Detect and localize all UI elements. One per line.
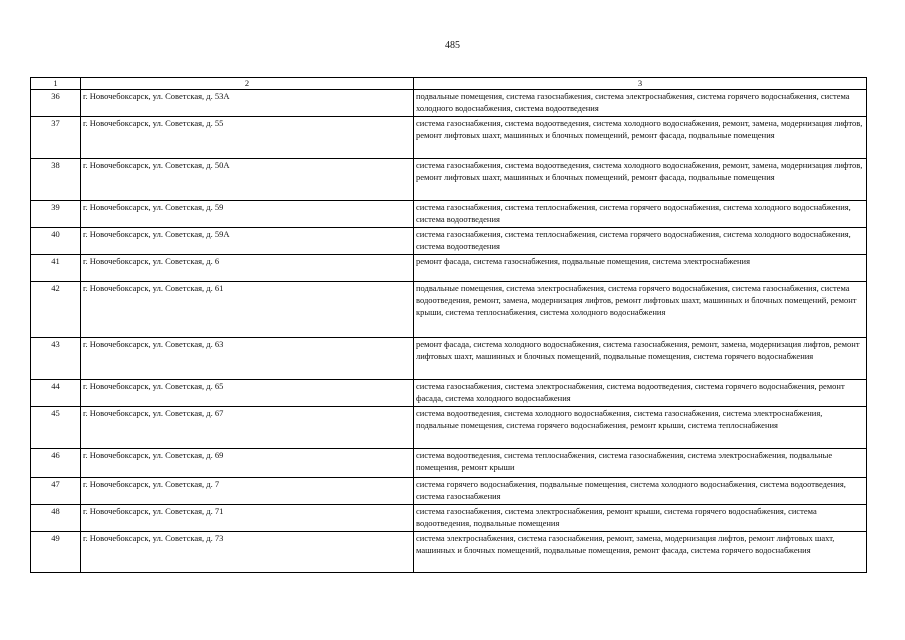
address-cell: г. Новочебоксарск, ул. Советская, д. 7 (81, 478, 414, 505)
works-cell: подвальные помещения, система газоснабжения, система электроснабжения, система горячего водоснабжения, система холодного водоснабжения, система водоотведения (414, 90, 867, 117)
works-cell: ремонт фасада, система газоснабжения, подвальные помещения, система электроснабжения (414, 255, 867, 282)
row-number-cell: 44 (31, 380, 81, 407)
column-header-3: 3 (414, 78, 867, 90)
row-number-cell: 47 (31, 478, 81, 505)
works-cell: система горячего водоснабжения, подвальные помещения, система холодного водоснабжения, система водоотведения, система газоснабжения (414, 478, 867, 505)
address-cell: г. Новочебоксарск, ул. Советская, д. 53А (81, 90, 414, 117)
table-row (31, 449, 867, 478)
address-cell: г. Новочебоксарск, ул. Советская, д. 61 (81, 282, 414, 338)
works-cell: подвальные помещения, система электроснабжения, система горячего водоснабжения, система газоснабжения, система водоотведения, ремонт, замена, модернизация лифтов, ремонт лифтовых шахт, машинных и блочных помещений, ремонт крыши, система теплоснабжения, система холодного водоснабжения (414, 282, 867, 338)
address-cell: г. Новочебоксарск, ул. Советская, д. 59 (81, 201, 414, 228)
table-row (31, 255, 867, 282)
address-cell: г. Новочебоксарск, ул. Советская, д. 6 (81, 255, 414, 282)
table-row (31, 478, 867, 505)
address-cell: г. Новочебоксарск, ул. Советская, д. 50А (81, 159, 414, 201)
address-cell: г. Новочебоксарск, ул. Советская, д. 73 (81, 532, 414, 573)
row-number-cell: 42 (31, 282, 81, 338)
address-cell: г. Новочебоксарск, ул. Советская, д. 65 (81, 380, 414, 407)
row-number-cell: 46 (31, 449, 81, 478)
table-row (31, 532, 867, 573)
works-cell: система водоотведения, система теплоснабжения, система газоснабжения, система электроснабжения, подвальные помещения, ремонт крыши (414, 449, 867, 478)
table-row (31, 159, 867, 201)
page-number: 485 (445, 40, 460, 51)
address-cell: г. Новочебоксарск, ул. Советская, д. 67 (81, 407, 414, 449)
table-row (31, 338, 867, 380)
table-row (31, 117, 867, 159)
works-cell: система газоснабжения, система теплоснабжения, система горячего водоснабжения, система холодного водоснабжения, система водоотведения (414, 228, 867, 255)
table-row (31, 407, 867, 449)
column-header-1: 1 (31, 78, 81, 90)
table-header-row (31, 78, 867, 90)
column-header-2: 2 (81, 78, 414, 90)
table-row (31, 90, 867, 117)
address-cell: г. Новочебоксарск, ул. Советская, д. 59А (81, 228, 414, 255)
row-number-cell: 45 (31, 407, 81, 449)
row-number-cell: 39 (31, 201, 81, 228)
address-cell: г. Новочебоксарск, ул. Советская, д. 69 (81, 449, 414, 478)
register-table (30, 77, 867, 573)
address-cell: г. Новочебоксарск, ул. Советская, д. 71 (81, 505, 414, 532)
works-cell: система газоснабжения, система теплоснабжения, система горячего водоснабжения, система холодного водоснабжения, система водоотведения (414, 201, 867, 228)
row-number-cell: 36 (31, 90, 81, 117)
works-cell: система газоснабжения, система водоотведения, система холодного водоснабжения, ремонт, замена, модернизация лифтов, ремонт лифтовых шахт, машинных и блочных помещений, ремонт фасада, подвальные помещения (414, 159, 867, 201)
works-cell: система газоснабжения, система электроснабжения, система водоотведения, система горячего водоснабжения, ремонт фасада, система холодного водоснабжения (414, 380, 867, 407)
row-number-cell: 48 (31, 505, 81, 532)
works-cell: ремонт фасада, система холодного водоснабжения, система газоснабжения, ремонт, замена, модернизация лифтов, ремонт лифтовых шахт, машинных и блочных помещений, подвальные помещения, система горячего водоснабжения (414, 338, 867, 380)
row-number-cell: 37 (31, 117, 81, 159)
works-cell: система газоснабжения, система водоотведения, система холодного водоснабжения, ремонт, замена, модернизация лифтов, ремонт лифтовых шахт, машинных и блочных помещений, ремонт фасада, подвальные помещения (414, 117, 867, 159)
table-row (31, 380, 867, 407)
table-row (31, 201, 867, 228)
works-cell: система водоотведения, система холодного водоснабжения, система газоснабжения, система электроснабжения, подвальные помещения, система горячего водоснабжения, ремонт крыши, система теплоснабжения (414, 407, 867, 449)
table-row (31, 505, 867, 532)
row-number-cell: 41 (31, 255, 81, 282)
table-row (31, 282, 867, 338)
address-cell: г. Новочебоксарск, ул. Советская, д. 55 (81, 117, 414, 159)
row-number-cell: 40 (31, 228, 81, 255)
row-number-cell: 49 (31, 532, 81, 573)
table-row (31, 228, 867, 255)
row-number-cell: 43 (31, 338, 81, 380)
works-cell: система электроснабжения, система газоснабжения, ремонт, замена, модернизация лифтов, ремонт лифтовых шахт, машинных и блочных помещений, подвальные помещения, ремонт фасада, система горячего водоснабжения (414, 532, 867, 573)
address-cell: г. Новочебоксарск, ул. Советская, д. 63 (81, 338, 414, 380)
row-number-cell: 38 (31, 159, 81, 201)
works-cell: система газоснабжения, система электроснабжения, ремонт крыши, система горячего водоснабжения, система водоотведения, подвальные помещения (414, 505, 867, 532)
